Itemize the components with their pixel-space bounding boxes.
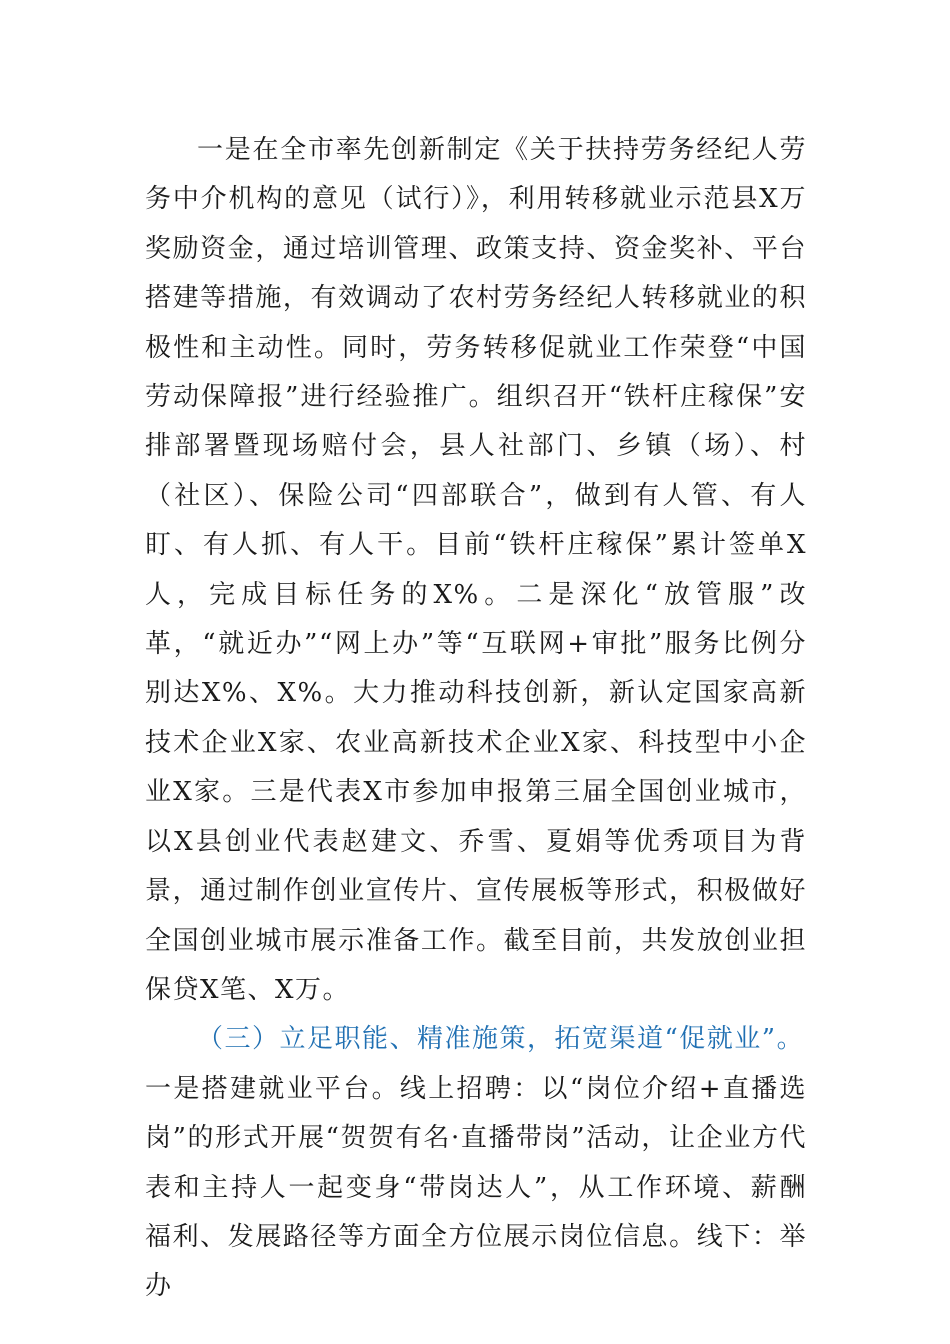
paragraph-1: 一是在全市率先创新制定《关于扶持劳务经纪人劳务中介机构的意见（试行）》，利用转移就业示范县X万奖励资金，通过培训管理、政策支持、资金奖补、平台搭建等措施，有效调动了农村劳务经纪人转移就业的积极性和主动性。同时，劳务转移促就业工作荣登“中国劳动保障报”进行经验推广。组织召开“铁杆庄稼保”安排部署暨现场赔付会，县人社部门、乡镇（场）、村（社区）、保险公司“四部联合”，做到有人管、有人盯、有人抓、有人干。目前“铁杆庄稼保”累计签单X人，完成目标任务的X%。二是深化“放管服”改革，“就近办”“网上办”等“互联网+审批”服务比例分别达X%、X%。大力推动科技创新，新认定国家高新技术企业X家、农业高新技术企业X家、科技型中小企业X家。三是代表X市参加申报第三届全国创业城市，以X县创业代表赵建文、乔雪、夏娟等优秀项目为背景，通过制作创业宣传片、宣传展板等形式，积极做好全国创业城市展示准备工作。截至目前，共发放创业担保贷X笔、X万。 [145,135,807,1005]
section-heading-3: （三）立足职能、精准施策，拓宽渠道“促就业”。 [197,1024,805,1055]
document-body [145,126,807,1312]
paragraph-2: 一是搭建就业平台。线上招聘：以“岗位介绍+直播选岗”的形式开展“贺贺有名·直播带岗”活动，让企业方代表和主持人一起变身“带岗达人”，从工作环境、薪酬福利、发展路径等方面全方位展示岗位信息。线下：举办 [145,1073,807,1302]
